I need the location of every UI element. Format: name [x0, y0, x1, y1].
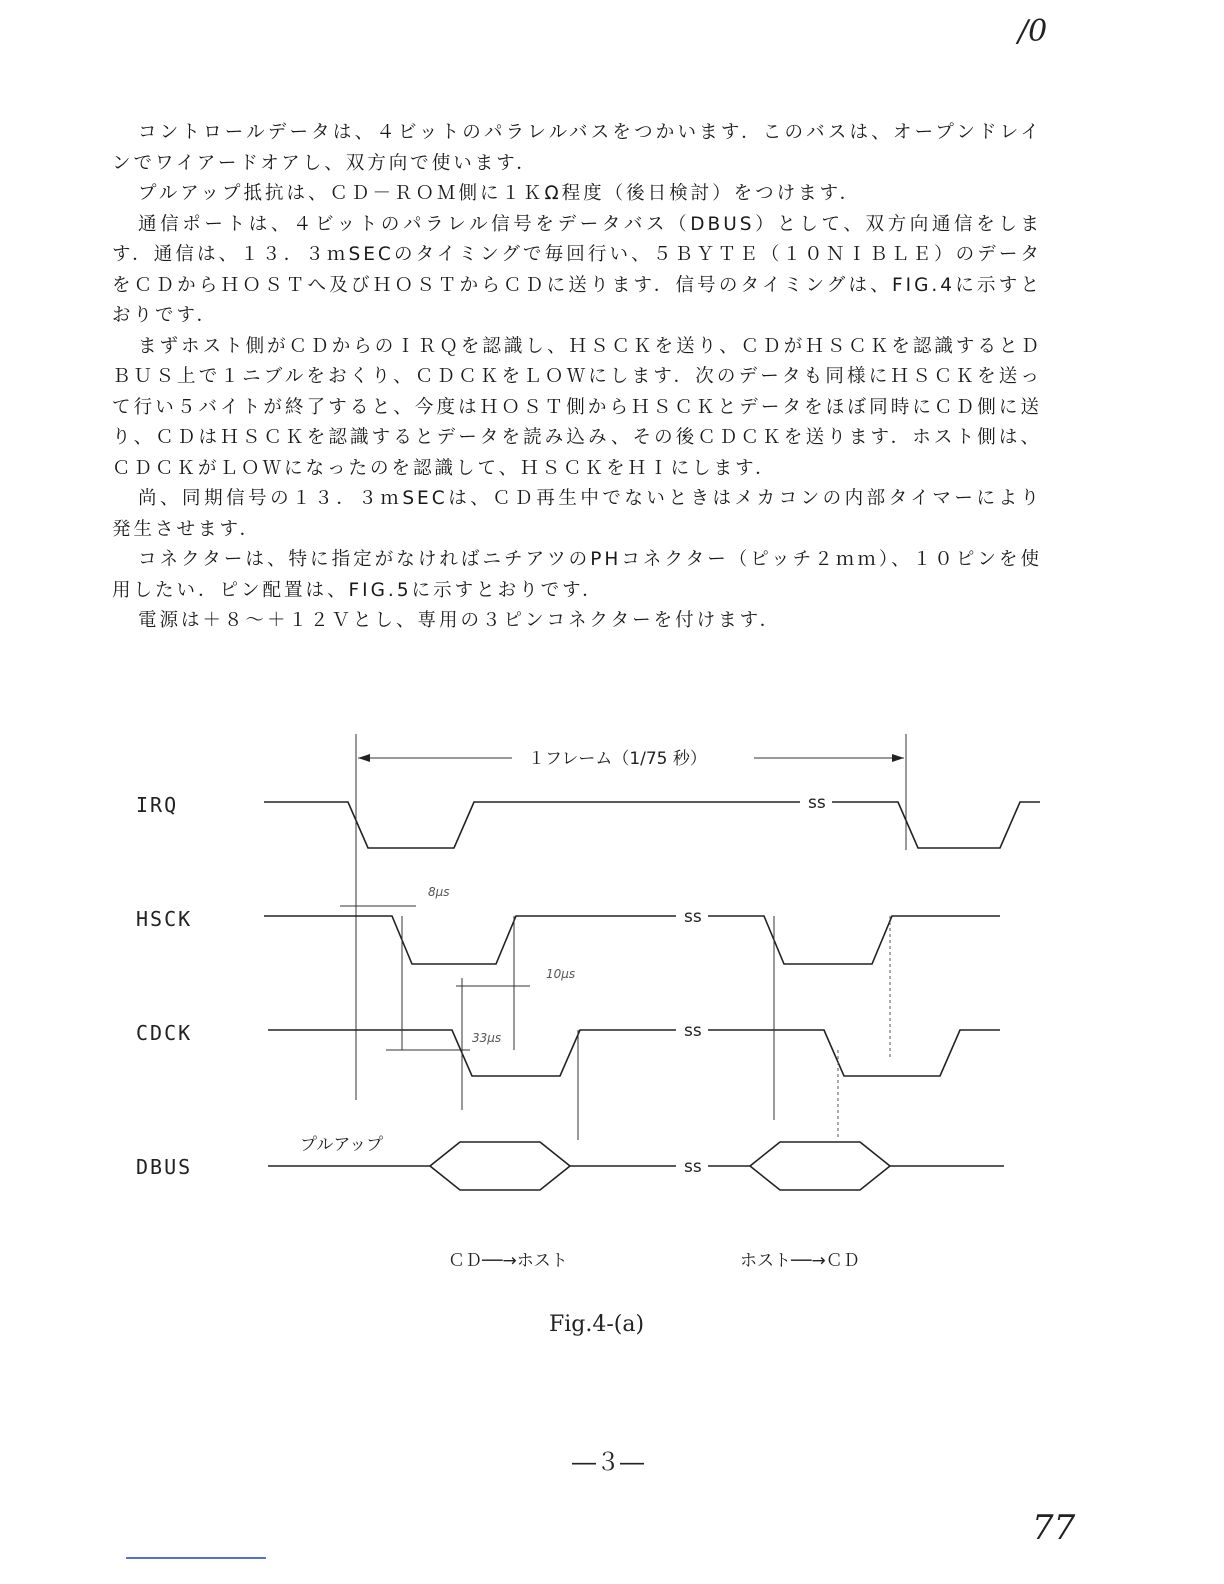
direction-cd-to-host: ＣＤ──→ホスト — [448, 1251, 568, 1271]
signal-label-dbus: DBUS — [136, 1155, 193, 1179]
irq-waveform-left — [264, 802, 800, 848]
cdck-break-mark: ss — [684, 1021, 702, 1041]
cdck-waveform-right — [708, 1030, 1000, 1076]
annotation-8us: 8μs — [428, 885, 450, 899]
irq-break-mark: ss — [808, 793, 826, 813]
paragraph-power: 電源は＋８～＋１２Ｖとし、専用の３ピンコネクターを付けます． — [138, 610, 782, 631]
annotation-10us: 10μs — [546, 967, 576, 981]
figure-caption: Fig.4-(a) — [549, 1312, 645, 1337]
irq-waveform-right — [832, 802, 1040, 848]
paragraph-comm-port: 通信ポートは、４ビットのパラレル信号をデータバス（DBUS）として、双方向通信をします．通信は、１３．３ｍSECのタイミングで毎回行い、５ＢＹＴＥ（１０ＮＩＢＬＥ）のデータをＣＤからＨＯＳＴへ及びＨＯＳＴからＣＤに送ります．信号のタイミングは、FIG.4に示すとおりです． — [112, 213, 1042, 326]
pullup-label: プルアップ — [300, 1135, 384, 1155]
direction-host-to-cd: ホスト──→ＣＤ — [740, 1251, 860, 1271]
frame-arrow-left-head — [358, 754, 370, 762]
frame-arrow-right-head — [892, 754, 904, 762]
paragraph-sequence: まずホスト側がＣＤからのＩＲＱを認識し、ＨＳＣＫを送り、ＣＤがＨＳＣＫを認識するとＤＢＵＳ上で１ニブルをおくり、ＣＤＣＫをＬＯＷにします．次のデータも同様にＨＳＣＫを送って行い５バイトが終了すると、今度はＨＯＳＴ側からＨＳＣＫとデータをほぼ同時にＣＤ側に送り、ＣＤはＨＳＣＫを認識するとデータを読み込み、その後ＣＤＣＫを送ります．ホスト側は、ＣＤＣＫがＬＯＷになったのを認識して、ＨＳＣＫをＨＩにします． — [112, 335, 1042, 479]
paragraph-sync-signal: 尚、同期信号の１３．３ｍSECは、ＣＤ再生中でないときはメカコンの内部タイマーにより発生させます． — [112, 488, 1042, 540]
hsck-waveform-left — [264, 916, 676, 964]
paragraph-connector: コネクターは、特に指定がなければニチアツのPHコネクター（ピッチ２ｍｍ）、１０ピンを使用したい．ピン配置は、FIG.5に示すとおりです． — [112, 549, 1042, 601]
signal-label-cdck: CDCK — [136, 1021, 193, 1045]
dbus-break-mark: ss — [684, 1157, 702, 1177]
paragraph-pullup: プルアップ抵抗は、ＣＤ－ＲＯＭ側に１ＫΩ程度（後日検討）をつけます． — [138, 183, 862, 204]
signal-label-hsck: HSCK — [136, 907, 193, 931]
page-number-bottom: 77 — [1032, 1508, 1076, 1548]
bottom-rule — [126, 1557, 266, 1559]
page-number-top: /0 — [1018, 14, 1048, 49]
dbus-data-window-right — [750, 1142, 890, 1190]
paragraph-control-data: コントロールデータは、４ビットのパラレルバスをつかいます．このバスは、オープンドレインでワイアードオアし、双方向で使います． — [112, 122, 1042, 174]
page-footer: ―３― — [572, 1448, 644, 1476]
hsck-waveform-right — [708, 916, 1000, 964]
annotation-33us: 33μs — [472, 1031, 502, 1045]
dbus-data-window-left — [430, 1142, 570, 1190]
timing-diagram — [0, 720, 1224, 1300]
frame-label: １フレーム（1/75 秒） — [528, 749, 707, 769]
body-text — [112, 118, 1042, 637]
hsck-break-mark: ss — [684, 907, 702, 927]
signal-label-irq: IRQ — [136, 793, 179, 817]
